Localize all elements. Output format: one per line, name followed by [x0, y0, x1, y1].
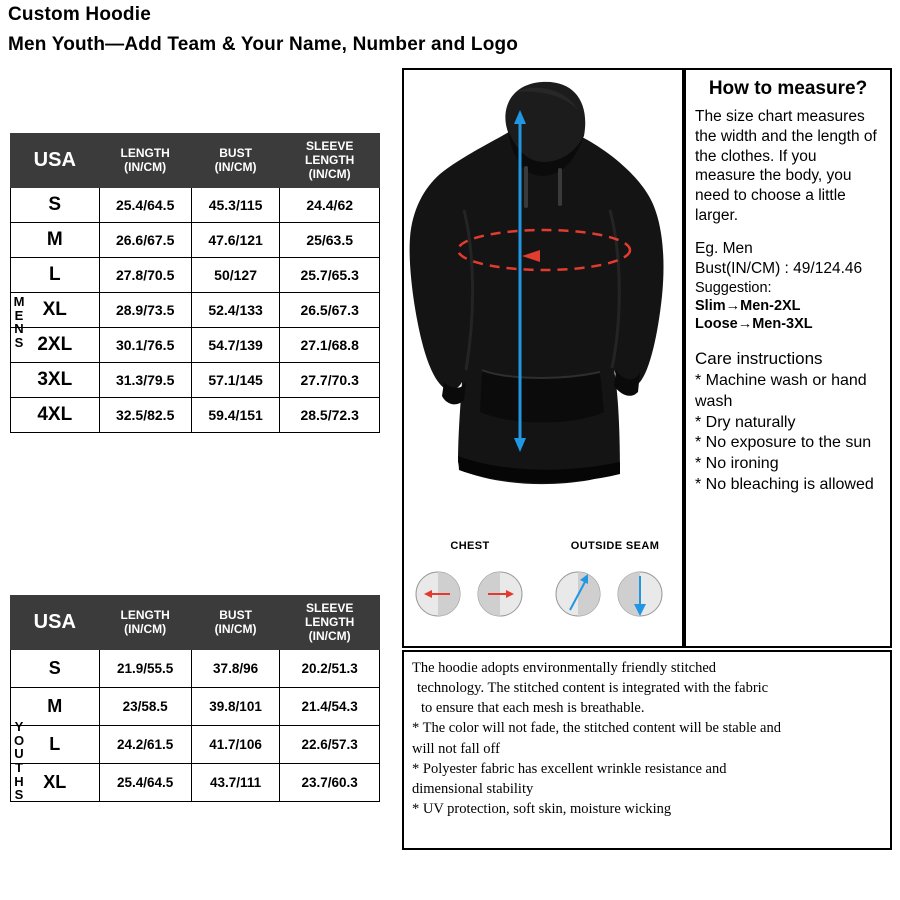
- cell-sleeve: 24.4/62: [280, 188, 380, 223]
- cell-sleeve: 28.5/72.3: [280, 398, 380, 433]
- table-row: [11, 223, 380, 258]
- cell-sleeve: 20.2/51.3: [280, 650, 380, 688]
- cell-length: 26.6/67.5: [99, 223, 191, 258]
- cell-bust: 39.8/101: [191, 688, 280, 726]
- fabric-note-line: The hoodie adopts environmentally friendly stitched: [412, 660, 717, 676]
- cell-length: 23/58.5: [99, 688, 191, 726]
- column-header-length: [99, 596, 191, 650]
- measure-icons: [408, 562, 678, 626]
- cell-size: M: [11, 688, 100, 726]
- care-instructions-title: Care instructions: [695, 349, 823, 368]
- table-row: [11, 398, 380, 433]
- table-row: [11, 650, 380, 688]
- cell-sleeve: 23.7/60.3: [280, 764, 380, 802]
- table-row: [11, 363, 380, 398]
- care-item: * No ironing: [695, 455, 779, 473]
- column-header-length: [99, 134, 191, 188]
- outside-seam-icon-left: [556, 572, 600, 616]
- column-header-bust: [191, 596, 280, 650]
- cell-length: 32.5/82.5: [99, 398, 191, 433]
- column-header-bust-label: BUST: [219, 607, 252, 622]
- cell-length: 28.9/73.5: [99, 293, 191, 328]
- chest-caption: CHEST: [450, 540, 490, 552]
- column-header-sleeve: [280, 596, 380, 650]
- table-header-row: [11, 134, 380, 188]
- care-item: * Dry naturally: [695, 413, 796, 431]
- cell-bust: 45.3/115: [191, 188, 280, 223]
- how-to-measure-panel: [684, 68, 892, 648]
- cell-bust: 54.7/139: [191, 328, 280, 363]
- fabric-note-line: * UV protection, soft skin, moisture wicking: [412, 800, 672, 817]
- cell-size: M: [11, 223, 100, 258]
- table-row: [11, 764, 380, 802]
- fabric-note-line: * The color will not fade, the stitched content will be stable and: [412, 720, 781, 737]
- cell-bust: 59.4/151: [191, 398, 280, 433]
- mens-size-table: [10, 133, 380, 433]
- table-row: [11, 688, 380, 726]
- column-header-sleeve-label: SLEEVE LENGTH: [305, 139, 355, 167]
- cell-length: 25.4/64.5: [99, 764, 191, 802]
- cell-bust: 43.7/111: [191, 764, 280, 802]
- outside-seam-icon-right: [618, 572, 662, 616]
- hoodie-illustration-panel: [402, 68, 684, 648]
- column-header-bust-unit: (IN/CM): [214, 621, 257, 636]
- fabric-note-line: to ensure that each mesh is breathable.: [421, 700, 645, 717]
- column-header-length-label: LENGTH: [120, 607, 170, 622]
- column-header-bust-unit: (IN/CM): [214, 159, 257, 174]
- cell-size: L: [11, 258, 100, 293]
- how-to-measure-text: The size chart measures the width and the length of the clothes. If you measure the body, you need to choose a little larger.: [695, 108, 877, 225]
- column-header-usa: USA: [11, 134, 100, 188]
- cell-length: 24.2/61.5: [99, 726, 191, 764]
- cell-sleeve: 27.7/70.3: [280, 363, 380, 398]
- example-title: Eg. Men: [695, 239, 753, 257]
- cell-sleeve: 25.7/65.3: [280, 258, 380, 293]
- cell-length: 30.1/76.5: [99, 328, 191, 363]
- cell-length: 25.4/64.5: [99, 188, 191, 223]
- cell-size: XL: [11, 764, 100, 802]
- cell-size: S: [11, 650, 100, 688]
- cell-size: 3XL: [11, 363, 100, 398]
- cell-length: 21.9/55.5: [99, 650, 191, 688]
- care-item: * Machine wash or hand wash: [695, 372, 867, 410]
- table-row: [11, 258, 380, 293]
- hoodie-graphic: [404, 70, 682, 646]
- cell-bust: 41.7/106: [191, 726, 280, 764]
- column-header-bust: [191, 134, 280, 188]
- table-row: [11, 328, 380, 363]
- table-row: [11, 726, 380, 764]
- cell-size: 2XL: [11, 328, 100, 363]
- table-row: [11, 188, 380, 223]
- care-item: * No bleaching is allowed: [695, 475, 874, 493]
- column-header-usa: USA: [11, 596, 100, 650]
- cell-length: 27.8/70.5: [99, 258, 191, 293]
- page-subtitle: Men Youth—Add Team & Your Name, Number and Logo: [8, 34, 519, 55]
- column-header-sleeve-label: SLEEVE LENGTH: [305, 601, 355, 629]
- cell-bust: 57.1/145: [191, 363, 280, 398]
- fabric-note-line: * Polyester fabric has excellent wrinkle resistance and: [412, 760, 727, 777]
- table-row: [11, 293, 380, 328]
- cell-size: 4XL: [11, 398, 100, 433]
- fabric-note-line: will not fall off: [412, 740, 500, 757]
- column-header-sleeve-unit: (IN/CM): [308, 166, 351, 181]
- cell-sleeve: 26.5/67.3: [280, 293, 380, 328]
- cell-sleeve: 25/63.5: [280, 223, 380, 258]
- column-header-length-unit: (IN/CM): [124, 621, 167, 636]
- column-header-length-label: LENGTH: [120, 145, 170, 160]
- care-item: * No exposure to the sun: [695, 434, 872, 452]
- suggestion-label: Suggestion:: [695, 279, 772, 296]
- chest-icon-right: [478, 572, 522, 616]
- page-title: Custom Hoodie: [8, 4, 151, 25]
- cell-bust: 52.4/133: [191, 293, 280, 328]
- suggestion-slim: Slim→Men-2XL: [695, 297, 801, 314]
- fabric-notes-panel: [402, 650, 892, 850]
- cell-length: 31.3/79.5: [99, 363, 191, 398]
- cell-bust: 47.6/121: [191, 223, 280, 258]
- cell-size: L: [11, 726, 100, 764]
- cell-sleeve: 27.1/68.8: [280, 328, 380, 363]
- cell-size: XL: [11, 293, 100, 328]
- cell-sleeve: 22.6/57.3: [280, 726, 380, 764]
- example-bust: Bust(IN/CM) : 49/124.46: [695, 259, 863, 277]
- cell-sleeve: 21.4/54.3: [280, 688, 380, 726]
- fabric-note-line: technology. The stitched content is integrated with the fabric: [417, 680, 769, 697]
- table-header-row: [11, 596, 380, 650]
- fabric-note-line: dimensional stability: [412, 780, 534, 797]
- youth-size-table: [10, 595, 380, 802]
- cell-size: S: [11, 188, 100, 223]
- column-header-sleeve: [280, 134, 380, 188]
- column-header-sleeve-unit: (IN/CM): [308, 628, 351, 643]
- how-to-measure-title: How to measure?: [708, 78, 868, 99]
- column-header-length-unit: (IN/CM): [124, 159, 167, 174]
- outside-seam-caption: OUTSIDE SEAM: [570, 540, 660, 552]
- cell-bust: 50/127: [191, 258, 280, 293]
- column-header-bust-label: BUST: [219, 145, 252, 160]
- cell-bust: 37.8/96: [191, 650, 280, 688]
- mens-side-label: M​E​N​S: [13, 294, 25, 350]
- youth-side-label: Y​O​U​T​H​S: [13, 719, 25, 803]
- suggestion-loose: Loose→Men-3XL: [695, 315, 813, 332]
- chest-icon-left: [416, 572, 460, 616]
